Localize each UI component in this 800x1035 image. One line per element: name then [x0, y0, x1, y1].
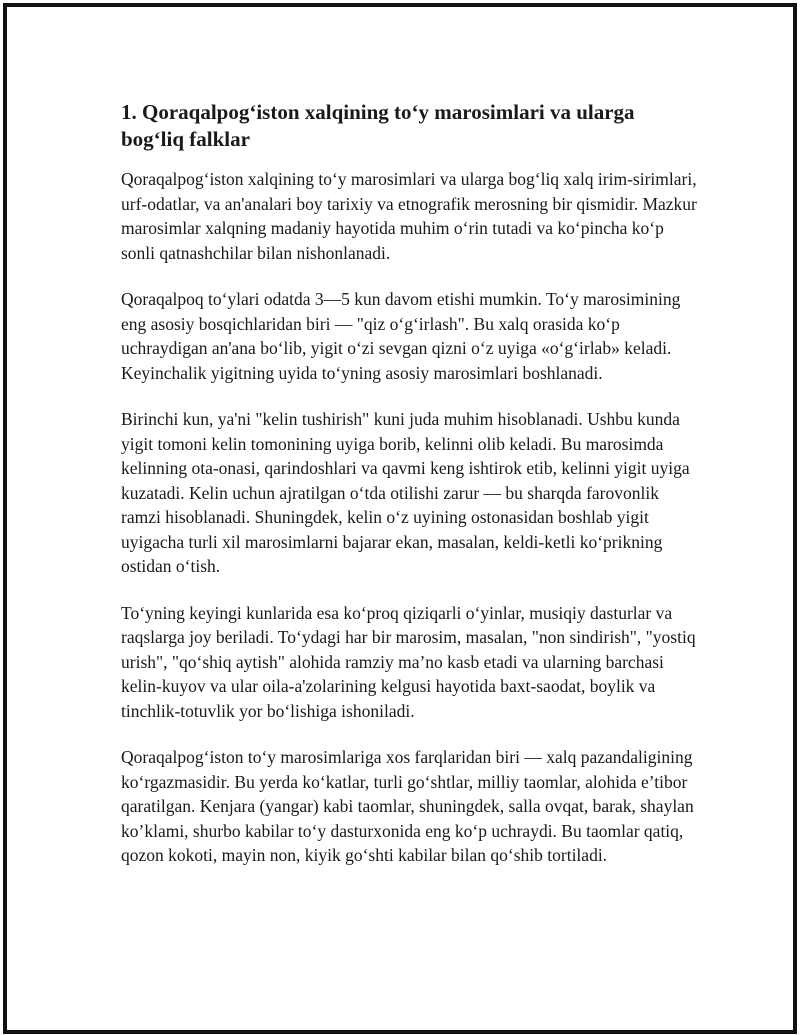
paragraph-2: Qoraqalpoq to‘ylari odatda 3—5 kun davom etishi mumkin. To‘y marosimining eng asosiy bosqichlaridan biri — "qiz o‘g‘irlash". Bu xalq orasida ko‘p uchraydigan an'ana bo‘lib, yigit o‘zi sevgan qizni o‘z uyiga «o‘g‘irlab» keladi. Keyinchalik yigitning uyida to‘yning asosiy marosimlari boshlanadi.: [121, 289, 681, 383]
paragraph-3: Birinchi kun, ya'ni "kelin tushirish" kuni juda muhim hisoblanadi. Ushbu kunda yigit tomoni kelin tomonining uyiga borib, kelinni olib keladi. Bu marosimda kelinning ota-onasi, qarindoshlari va qavmi keng ishtirok etib, kelinni yigit uyiga kuzatadi. Kelin uchun ajratilgan o‘tda otilishi zarur — bu sharqda farovonlik ramzi hisoblanadi. Shuningdek, kelin o‘z uyining ostonasidan boshlab yigit uyigacha turli xil marosimlarni bajarar ekan, masalan, keldi-ketli ko‘prikning ostidan o‘tish.: [121, 409, 690, 576]
document-page: [3, 3, 797, 1034]
document-body: [121, 99, 701, 890]
paragraph-1: Qoraqalpog‘iston xalqining to‘y marosimlari va ularga bog‘liq xalq irim-sirimlari, urf-odatlar, va an'analari boy tarixiy va etnografik merosning bir qismidir. Mazkur marosimlar xalqning madaniy hayotida muhim o‘rin tutadi va ko‘pincha ko‘p sonli qatnashchilar bilan nishonlanadi.: [121, 169, 697, 263]
paragraph-4: To‘yning keyingi kunlarida esa ko‘proq qiziqarli o‘yinlar, musiqiy dasturlar va raqslarga joy beriladi. To‘ydagi har bir marosim, masalan, "non sindirish", "yostiq urish", "qo‘shiq aytish" alohida ramziy ma’no kasb etadi va ularning barchasi kelin-kuyov va ular oila-a'zolarining kelgusi hayotida baxt-saodat, boylik va tinchlik-totuvlik yor bo‘lishiga ishoniladi.: [121, 602, 696, 721]
paragraph-5: Qoraqalpog‘iston to‘y marosimlariga xos farqlaridan biri — xalq pazandaligining ko‘rgazmasidir. Bu yerda ko‘katlar, turli go‘shtlar, milliy taomlar, alohida e’tibor qaratilgan. Kenjara (yangar) kabi taomlar, shuningdek, salla ovqat, barak, shaylan ko’klami, shurbo kabilar to‘y dasturxonida eng ko‘p uchraydi. Bu taomlar qatiq, qozon kokoti, mayin non, kiyik go‘shti kabilar bilan qo‘shib tortiladi.: [121, 747, 694, 865]
section-heading: 1. Qoraqalpog‘iston xalqining to‘y marosimlari va ularga bog‘liq falklar: [121, 100, 635, 151]
